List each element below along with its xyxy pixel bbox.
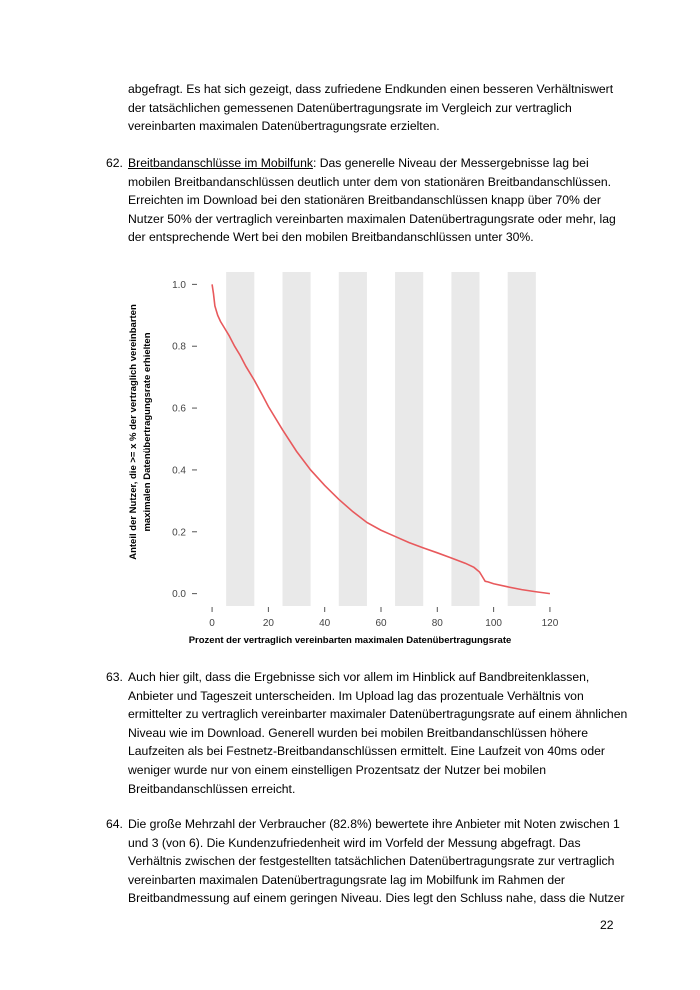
page-number: 22 [600,918,614,932]
grid-band [339,272,367,606]
paragraph-number-64: 64. [106,817,123,831]
x-tick-label: 40 [319,618,331,629]
grid-band [395,272,423,606]
x-tick-label: 0 [209,618,215,629]
x-axis-label: Prozent der vertraglich vereinbarten maximalen Datenübertragungsrate [188,635,512,646]
x-tick-label: 20 [262,618,274,629]
y-axis-label-line-1: Anteil der Nutzer, die >= x % der vertraglich vereinbarten [128,304,139,560]
y-tick-label: 0.2 [172,527,186,539]
grid-band [282,272,310,606]
grid-band [451,272,479,606]
y-tick-label: 0.8 [172,341,186,353]
x-tick-label: 100 [485,618,502,629]
grid-band [226,272,254,606]
y-tick-label: 1.0 [172,279,186,291]
y-axis-label-line-2: maximalen Datenübertragungsrate erhielten [142,332,153,532]
paragraph-63: Auch hier gilt, dass die Ergebnisse sich vor allem im Hinblick auf Bandbreitenklassen, Anbieter und Tageszeit unterscheiden. Im Upload lag das prozentuale Verhältnis von ermittelter zu vertraglich vereinbarter maximaler Datenübertragungsrate auf einem ähnlichen Niveau wie im Download. Generell wurden bei mobilen Breitbandanschlüssen höhere Laufzeiten als bei Festnetz-Breitbandanschlüssen ermittelt. Eine Laufzeit von 40ms oder weniger wurde nur von einem einstelligen Prozentsatz der Nutzer bei mobilen Breitbandanschlüssen erreicht. [128,670,628,796]
paragraph-62-text: : Das generelle Niveau der Messergebnisse lag bei mobilen Breitbandanschlüssen deutlich unter dem von stationären Breitbandanschlüssen. Erreichten im Download bei den stationären Breitbandanschlüssen knapp über 70% der Nutzer 50% der vertraglich vereinbarten maximalen Datenübertragungsrate oder mehr, lag der entsprechende Wert bei den mobilen Breitbandanschlüssen unter 30%. [128,156,616,245]
paragraph-62 [128,154,628,247]
y-tick-label: 0.0 [172,589,186,601]
chart-background-bands [198,272,564,606]
grid-band [508,272,536,606]
y-tick-label: 0.4 [172,465,186,477]
x-tick-label: 60 [375,618,387,629]
intro-paragraph: abgefragt. Es hat sich gezeigt, dass zufriedene Endkunden einen besseren Verhältniswert der tatsächlichen gemessenen Datenübertragungsrate im Vergleich zur vertraglich vereinbarten maximalen Datenübertragungsrate erzielten. [128,82,614,134]
download-ratio-chart [122,262,582,652]
y-tick-label: 0.6 [172,403,186,415]
paragraph-64: Die große Mehrzahl der Verbraucher (82.8%) bewertete ihre Anbieter mit Noten zwischen 1 und 3 (von 6). Die Kundenzufriedenheit wird im Vorfeld der Messung abgefragt. Das Verhältnis zwischen der festgestellten tatsächlichen Datenübertragungsrate zur vertraglich vereinbarten maximalen Datenübertragungsrate lag im Mobilfunk im Rahmen der Breitbandmessung auf einem geringen Niveau. Dies legt den Schluss nahe, dass die Nutzer [128,817,625,906]
paragraph-62-heading: Breitbandanschlüsse im Mobilfunk [128,156,313,170]
x-tick-label: 120 [541,618,559,629]
paragraph-number-62: 62. [106,156,123,170]
x-tick-label: 80 [431,618,443,629]
paragraph-number-63: 63. [106,670,123,684]
